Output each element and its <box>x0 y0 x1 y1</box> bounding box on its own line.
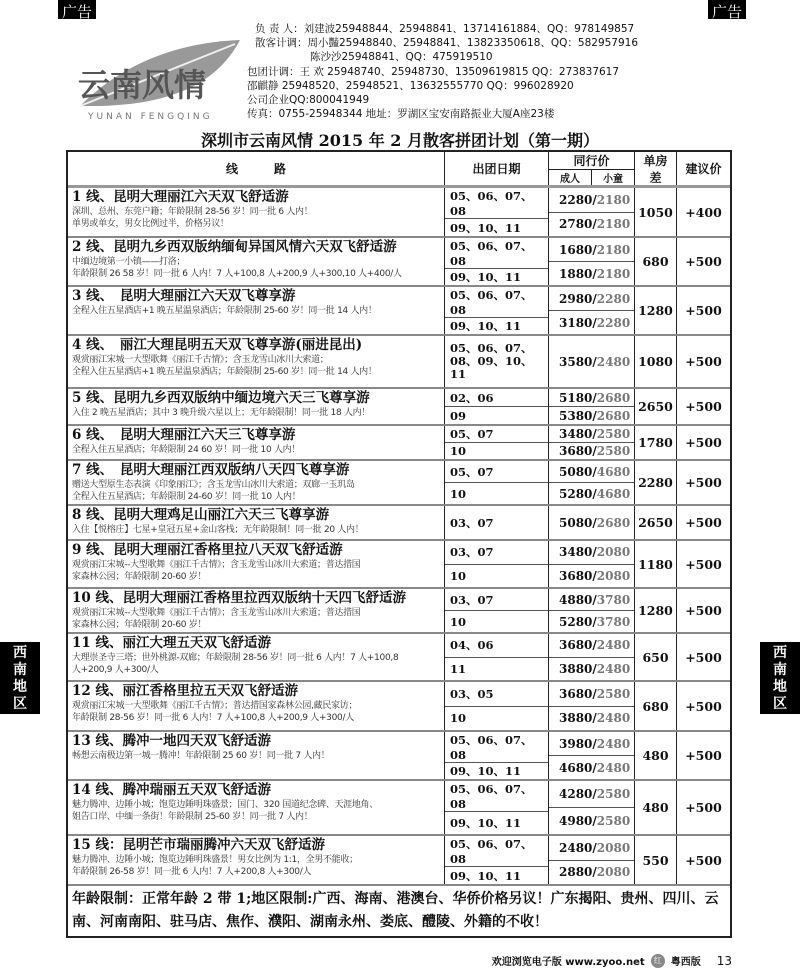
departure-dates: 09、10、11 <box>450 764 522 778</box>
route-title: 14 线、腾冲瑞丽五天双飞舒适游 <box>72 782 271 798</box>
contact-line: 负 责 人：刘建波25948844、25948841、13714161884、QQ：978149857 <box>255 23 635 35</box>
route-row <box>68 836 730 886</box>
route-row <box>68 389 730 426</box>
suggested-price: +500 <box>685 852 722 868</box>
departure-dates: 09、10、11 <box>450 270 522 284</box>
route-description: 年龄限制 26-58 岁！同一批 6 人内！7 人+200,8 人+300/人 <box>72 867 312 877</box>
adult-price: 2780 <box>559 217 593 232</box>
tour-schedule-table <box>66 150 732 938</box>
route-title: 4 线、 丽江大理昆明五天双飞尊享游(丽进昆出) <box>72 337 363 353</box>
child-price: 2480 <box>596 638 631 653</box>
price-cell: 3880 / 2480 <box>559 711 631 726</box>
price-cell: 4980 / 2580 <box>559 814 631 828</box>
departure-dates: 04、06 <box>445 634 548 658</box>
child-price: 2480 <box>596 354 631 369</box>
route-title: 10 线、昆明大理丽江香格里拉西双版纳十天四飞舒适游 <box>72 590 406 606</box>
adult-price: 3880 <box>559 661 593 676</box>
route-row <box>68 238 730 287</box>
price-cell: 5080 / 4680 <box>549 461 634 483</box>
single-supplement: 1050 <box>635 188 677 236</box>
route-title: 3 线、 昆明大理丽江六天双飞尊享游 <box>72 288 296 304</box>
price-cell: 1880 / 2180 <box>559 266 631 281</box>
route-title: 12 线、丽江香格里拉五天双飞舒适游 <box>72 683 298 699</box>
price-cell: 2480 / 2080 <box>549 836 634 861</box>
adult-price: 4880 <box>559 592 593 607</box>
route-description: 入住【悦榕庄】七星+皇冠五星+金山客栈；无年龄限制！同一批 20 人内！ <box>72 525 364 535</box>
adult-price: 3480 <box>559 545 593 560</box>
route-title: 7 线、 昆明大理丽江西双版纳八天四飞尊享游 <box>72 462 350 478</box>
adult-price: 2480 <box>559 840 593 855</box>
header-adult: 成人 <box>549 170 592 185</box>
restriction-note: 年龄限制：正常年龄 2 带 1;地区限制:广西、海南、港澳台、华侨价格另议！广东揭阳、贵州、四川、云南、河南南阳、驻马店、焦作、濮阳、湖南永州、娄底、醴陵、外籍的不收！ <box>72 891 719 930</box>
adult-price: 4280 <box>559 787 593 801</box>
child-price: 2180 <box>596 266 631 281</box>
adult-price: 3880 <box>559 711 593 726</box>
page-number: 13 <box>716 953 732 968</box>
price-cell: 2780 / 2180 <box>559 217 631 232</box>
header-date: 出团日期 <box>445 152 549 185</box>
route-description: 全程入住五星酒店；年龄限制 24-60 岁！同一批 10 人内！ <box>72 492 301 502</box>
suggested-price: +500 <box>685 354 722 369</box>
contact-line: 包团计调：王 欢 25948740、25948730、13509619815 QQ：273837617 <box>247 65 620 78</box>
suggested-price: +500 <box>685 748 722 763</box>
adult-price: 1680 <box>559 242 593 257</box>
route-description: 大理崇圣寺三塔；世外桃源-双廊；年龄限制 28-56 岁！同一批 6 人内！7 人+100,8 <box>72 653 399 663</box>
route-row <box>68 461 730 506</box>
price-cell: 3680 / 2080 <box>559 568 631 583</box>
page-title: 深圳市云南风情 2015 年 2 月散客拼团计划（第一期） <box>201 131 599 150</box>
single-supplement: 1780 <box>635 426 677 459</box>
company-logo <box>70 38 255 122</box>
adult-price: 4980 <box>559 814 593 828</box>
leaf-logo-icon <box>70 38 255 122</box>
region-tab: 西南地区 <box>760 642 800 714</box>
route-title: 15 线：昆明芒市瑞丽腾冲六天双飞舒适游 <box>72 837 325 853</box>
child-price: 2280 <box>596 315 631 330</box>
departure-dates: 03、07 <box>445 589 548 611</box>
route-row <box>68 506 730 541</box>
departure-dates: 10 <box>450 711 467 726</box>
route-description: 人+200,9 人+300/人 <box>72 665 159 675</box>
suggested-price: +500 <box>685 515 722 530</box>
single-supplement: 1280 <box>635 287 677 334</box>
route-title: 2 线、昆明九乡西双版纳缅甸异国风情六天双飞舒适游 <box>72 239 397 255</box>
edition-badge-icon: 红 <box>651 954 665 968</box>
price-cell: 2980 / 2280 <box>549 287 634 311</box>
suggested-price: +400 <box>685 204 722 220</box>
price-cell: 3880 / 2480 <box>559 661 631 676</box>
route-description: 畅想云南极边第一城一腾冲！年龄限制 25 60 岁！同一批 7 人内！ <box>72 751 330 761</box>
price-cell: 3680 / 2580 <box>549 682 634 707</box>
departure-dates: 05、06、07、08 <box>445 836 548 867</box>
departure-dates: 05、07 <box>445 461 548 483</box>
route-description: 观赏丽江宋城--大型歌舞《丽江千古情》；含玉龙雪山冰川大索道；普达措国 <box>72 608 361 618</box>
adult-price: 5080 <box>559 464 593 479</box>
route-description: 全程入住五星酒店+1 晚五星温泉酒店；年龄限制 25-60 岁！同一批 14 人内！ <box>72 306 377 316</box>
child-price: 2080 <box>596 865 631 880</box>
child-price: 2080 <box>596 840 631 855</box>
header-single: 单房差 <box>635 152 677 185</box>
departure-dates: 03、07 <box>450 515 494 530</box>
route-description: 全程入住五星酒店+1 晚五星温泉酒店；年龄限制 25-60 岁！同一批 14 人内！ <box>72 367 377 377</box>
adult-price: 5080 <box>559 515 593 530</box>
single-supplement: 550 <box>635 836 677 884</box>
ad-label: 广告 <box>708 0 746 19</box>
route-title: 13 线、腾冲一地四天双飞舒适游 <box>72 733 271 749</box>
departure-dates: 09、10、11 <box>450 319 522 333</box>
route-description: 深圳、总州、东莞户籍；年龄限制 28-56 岁！同一批 6 人内！ <box>72 207 313 217</box>
table-header <box>68 152 730 188</box>
route-row <box>68 732 730 781</box>
header-peer-price: 同行价 <box>549 152 634 170</box>
route-row <box>68 781 730 836</box>
logo-pinyin: YUNAN FENGQING <box>88 112 213 122</box>
route-description: 观赏丽江宋城一大型歌舞《丽江千古情》；普达措国家森林公园,藏民家访； <box>72 701 358 711</box>
price-cell: 2880 / 2080 <box>559 865 631 880</box>
adult-price: 3680 <box>559 638 593 653</box>
single-supplement: 1280 <box>635 589 677 632</box>
departure-dates: 05、06、07、08 <box>445 238 548 269</box>
single-supplement: 680 <box>635 238 677 285</box>
child-price: 2180 <box>596 217 631 232</box>
single-supplement: 1180 <box>635 541 677 587</box>
adult-price: 4680 <box>559 760 593 775</box>
suggested-price: +500 <box>685 399 722 414</box>
suggested-price: +500 <box>685 649 722 665</box>
child-price: 2480 <box>596 736 631 751</box>
price-cell: 1680 / 2180 <box>549 238 634 262</box>
price-cell: 3980 / 2480 <box>549 732 634 756</box>
adult-price: 1880 <box>559 266 593 281</box>
contact-line: 传真：0755-25948344 地址：罗湖区宝安南路振业大厦A座23楼 <box>247 108 555 121</box>
child-price: 2580 <box>596 427 631 441</box>
footer-text: 欢迎浏览电子版 www.zyoo.net <box>491 957 645 968</box>
price-cell: 4280 / 2580 <box>549 781 634 808</box>
suggested-price: +500 <box>685 254 722 269</box>
adult-price: 2880 <box>559 865 593 880</box>
route-description: 年龄限制 26 58 岁！同一批 6 人内！7 人+100,8 人+200,9 人+300,10 人+400/人 <box>72 269 402 279</box>
adult-price: 2980 <box>559 291 593 306</box>
region-tab: 西南地区 <box>0 642 40 714</box>
suggested-price: +500 <box>685 435 722 450</box>
child-price: 3780 <box>596 614 631 629</box>
departure-dates: 05、06、07、08 <box>445 188 548 219</box>
departure-dates: 10 <box>450 444 467 458</box>
price-cell: 4680 / 2480 <box>559 760 631 775</box>
price-cell: 3180 / 2280 <box>559 315 631 330</box>
price-cell: 5380 / 2680 <box>559 408 631 423</box>
adult-price: 5380 <box>559 408 593 423</box>
departure-dates: 09、10、11 <box>450 868 522 883</box>
adult-price: 3680 <box>559 568 593 583</box>
adult-price: 3980 <box>559 736 593 751</box>
child-price: 2680 <box>596 515 631 530</box>
adult-price: 3480 <box>559 427 593 441</box>
price-cell: 2280 / 2180 <box>549 188 634 213</box>
contact-line: 陈沙沙25948841、QQ：475919510 <box>310 51 493 64</box>
route-description: 姐告口岸、中缅一条街！年龄限制 25-60 岁！同一批 7 人内！ <box>72 812 313 822</box>
single-supplement: 2280 <box>635 461 677 504</box>
route-description: 家森林公园；年龄限制 20-60 岁！ <box>72 620 207 630</box>
contact-info <box>247 22 639 121</box>
header-suggested: 建议价 <box>685 162 722 176</box>
price-cell: 3580 / 2480 <box>559 354 631 369</box>
departure-dates: 05、06、07、08 <box>445 287 548 318</box>
route-row <box>68 287 730 336</box>
suggested-price: +500 <box>685 303 722 318</box>
header-child: 小童 <box>603 174 623 185</box>
price-cell: 5280 / 3780 <box>559 614 631 629</box>
child-price: 2480 <box>596 661 631 676</box>
child-price: 2180 <box>596 192 631 207</box>
suggested-price: +500 <box>685 475 722 490</box>
child-price: 2580 <box>596 787 631 801</box>
header-route: 线 路 <box>68 152 445 185</box>
suggested-price: +500 <box>685 556 722 572</box>
route-row <box>68 634 730 682</box>
departure-dates: 09、10、11 <box>450 220 522 235</box>
logo-text: 云南风情 <box>78 66 207 104</box>
single-supplement: 480 <box>635 732 677 779</box>
single-supplement: 1080 <box>635 336 677 387</box>
child-price: 2480 <box>596 760 631 775</box>
route-description: 年龄限制 28-56 岁！同一批 6 人内！7 人+100,8 人+200,9 人+300/人 <box>72 713 354 723</box>
child-price: 2680 <box>596 390 631 405</box>
adult-price: 3680 <box>559 686 593 701</box>
route-title: 8 线、昆明大理鸡足山丽江六天三飞尊享游 <box>72 507 330 523</box>
child-price: 2580 <box>596 814 631 828</box>
adult-price: 3680 <box>559 444 593 458</box>
single-supplement: 650 <box>635 634 677 680</box>
single-supplement: 480 <box>635 781 677 834</box>
price-cell: 3680 / 2480 <box>549 634 634 658</box>
route-description: 入住 2 晚五星酒店；其中 3 晚升级六星以上；无年龄限制！同一批 18 人内！ <box>72 408 371 418</box>
route-description: 家森林公园；年龄限制 20-60 岁！ <box>72 572 207 582</box>
departure-dates: 09、10、11 <box>450 816 522 830</box>
route-description: 单男或单女，男女比例过半，价格另议！ <box>72 219 229 229</box>
contact-line: 公司企业QQ:800041949 <box>247 94 370 107</box>
single-supplement: 680 <box>635 682 677 730</box>
departure-dates: 05、06、07、08 <box>445 781 548 812</box>
departure-dates: 10 <box>450 568 467 583</box>
child-price: 2180 <box>596 242 631 257</box>
departure-dates: 10 <box>450 614 467 629</box>
edition-label: 粤西版 <box>670 957 701 968</box>
route-description: 观赏丽江宋城一大型歌舞《丽江千古情》；含玉龙雪山冰川大索道； <box>72 355 329 365</box>
price-cell: 3680 / 2580 <box>559 444 631 458</box>
route-title: 1 线、昆明大理丽江六天双飞舒适游 <box>72 189 289 205</box>
departure-dates: 05、06、07、08、09、10、11 <box>450 341 533 381</box>
price-cell: 5080 / 2680 <box>559 515 631 530</box>
adult-price: 5280 <box>559 486 593 501</box>
departure-dates: 05、07 <box>445 426 548 443</box>
child-price: 3780 <box>596 592 631 607</box>
page-footer <box>492 953 732 968</box>
child-price: 2480 <box>596 711 631 726</box>
route-title: 6 线、 昆明大理丽江六天三飞尊享游 <box>72 427 296 443</box>
price-cell: 5180 / 2680 <box>549 389 634 407</box>
route-title: 11 线、丽江大理五天双飞舒适游 <box>72 635 271 651</box>
route-description: 中缅边境第一小镇——打洛； <box>72 257 186 267</box>
price-cell: 3480 / 2080 <box>549 541 634 565</box>
ad-label: 广告 <box>58 0 96 19</box>
route-row <box>68 682 730 732</box>
adult-price: 5280 <box>559 614 593 629</box>
child-price: 4680 <box>596 486 631 501</box>
departure-dates: 09 <box>450 408 467 423</box>
adult-price: 3180 <box>559 315 593 330</box>
adult-price: 5180 <box>559 390 593 405</box>
suggested-price: +500 <box>685 800 722 815</box>
child-price: 2580 <box>596 686 631 701</box>
child-price: 2580 <box>596 444 631 458</box>
route-description: 全程入住五星酒店；年龄限制 24 60 岁！同一批 10 人内！ <box>72 445 301 455</box>
route-row <box>68 589 730 634</box>
single-supplement: 2650 <box>635 389 677 424</box>
route-title: 5 线、昆明九乡西双版纳中缅边境六天三飞尊享游 <box>72 390 370 406</box>
contact-line: 散客计调：周小豔25948840、25948841、13823350618、QQ：582957916 <box>255 37 639 50</box>
route-description: 观赏丽江宋城--大型歌舞《丽江千古情》；含玉龙雪山冰川大索道；普达措国 <box>72 560 361 570</box>
child-price: 2280 <box>596 291 631 306</box>
route-row <box>68 336 730 389</box>
price-cell: 3480 / 2580 <box>549 426 634 443</box>
price-cell: 4880 / 3780 <box>549 589 634 611</box>
departure-dates: 03、05 <box>445 682 548 707</box>
child-price: 2680 <box>596 408 631 423</box>
suggested-price: +500 <box>685 698 722 714</box>
departure-dates: 02、06 <box>445 389 548 407</box>
route-description: 魅力腾冲、边陲小城；饱览边陲明珠盛景；国门、320 国道纪念碑、天涯地角、 <box>72 800 378 810</box>
child-price: 4680 <box>596 464 631 479</box>
route-row <box>68 188 730 238</box>
departure-dates: 10 <box>450 486 467 501</box>
route-description: 魅力腾冲、边陲小城；饱览边陲明珠盛景！男女比例为 1:1，全男不能收； <box>72 855 358 865</box>
suggested-price: +500 <box>685 603 722 618</box>
adult-price: 3580 <box>559 354 593 369</box>
adult-price: 2280 <box>559 192 593 207</box>
single-supplement: 2650 <box>635 506 677 539</box>
departure-dates: 11 <box>450 661 467 676</box>
departure-dates: 05、06、07、08 <box>445 732 548 763</box>
route-row <box>68 541 730 589</box>
departure-dates: 03、07 <box>445 541 548 565</box>
contact-line: 邵麒静 25948520、25948521、13632555770 QQ：996028920 <box>247 79 574 92</box>
route-description: 赠送大型原生态表演《印象丽江》；含玉龙雪山冰川大索道；双廊一玉玑岛 <box>72 480 355 490</box>
child-price: 2080 <box>596 568 631 583</box>
route-title: 9 线、昆明大理丽江香格里拉八天双飞舒适游 <box>72 542 343 558</box>
child-price: 2080 <box>596 545 631 560</box>
route-row <box>68 426 730 461</box>
price-cell: 5280 / 4680 <box>559 486 631 501</box>
